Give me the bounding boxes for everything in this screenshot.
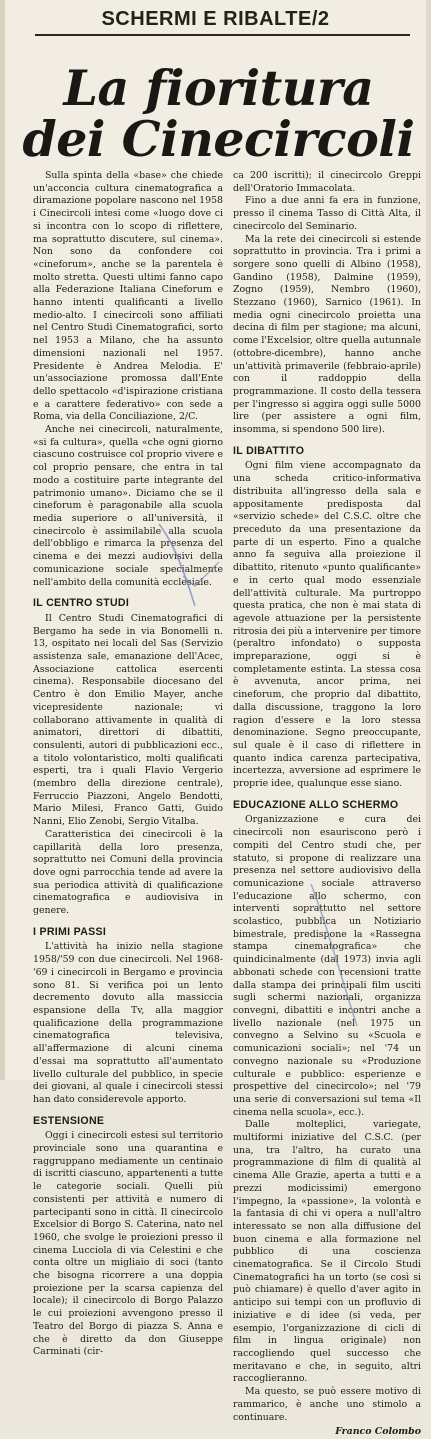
- scan-right-edge: [426, 0, 431, 1080]
- author-signature: Franco Colombo: [335, 1426, 421, 1438]
- subheading-estensione: ESTENSIONE: [33, 1114, 105, 1127]
- section-kicker: SCHERMI E RIBALTE/2: [101, 8, 330, 30]
- body-paragraph: ca 200 iscritti); il cinecircolo Greppi dell'Oratorio Immacolata.: [233, 170, 421, 194]
- body-paragraph: Organizzazione e cura dei cinecircoli non esauriscono però i compiti del Centro studi che, per statuto, si propone di realizzare una presenza nel settore audiovisivo della comunicazione sociale attraverso l'educazione allo schermo, con interventi soprattutto nel settore scolastico, pubblica un Notiziario bimestrale, predispone la «Rassegna stampa cinematografica» che quindicinalmente (dal 1973) invia agli abbonati schede con recensioni tratte dalla stampa dei principali film usciti sugli schermi nazionali, organizza convegni, dibattiti e incontri anche a livello nazionale (nel 1975 un convegno a Selvino su «Scuola e comunicazioni sociali»; nel '74 un convegno nazionale su «Produzione culturale e pubblico: esperienze e prospettive del cinecircolo»; nel '79 una serie di conversazioni sul tema «Il cinema nella scuola», ecc.).: [233, 814, 421, 1118]
- newspaper-clipping: [5, 0, 426, 1438]
- headline-line-1: La fioritura: [63, 59, 374, 117]
- subheading-centro-studi: IL CENTRO STUDI: [33, 597, 130, 610]
- body-paragraph: Caratteristica dei cinecircoli è la capillarità della loro presenza, soprattutto nei Comuni della provincia dove ogni parrocchia tende ad avere la sua periodica attività di qualificazione cinematografica e audiovisiva in genere.: [33, 828, 223, 917]
- body-paragraph: Ogni film viene accompagnato da una scheda critico-informativa distribuita all'ingresso della sala e appositamente predisposta dal «servizio schede» del C.S.C. oltre che preceduto da una presentazione da parte di un esperto. Fino a qualche anno fa seguiva alla proiezione il dibattito, ritenuto «punto qualificante» e in certo qual modo essenziale dell'attività culturale. Ma purtroppo questa pratica, che non è mai stata di agevole attuazione per la persistente ritrosia dei più a intervenire per timore (peraltro infondato) o supposta impreparazione, oggi si è completamente estinta. La stessa cosa è avvenuta, ancor prima, nei cineforum, che proprio dal dibattito, dalla discussione, traggono la loro ragion d'essere e la loro stessa denominazione. Segno preoccupante, sul quale è il caso di riflettere in quanto indica carenza partecipativa, incertezza, avversione ad esprimere le proprie idee, qualunque esse siano.: [233, 460, 421, 790]
- body-paragraph: Il Centro Studi Cinematografici di Bergamo ha sede in via Bonomelli n. 13, ospitato nei locali del Sas (Servizio assistenza sale, emanazione dell'Acec, Associazione cattolica esercenti cinema). Responsabile diocesano del Centro è don Emilio Mayer, anche vicepresidente nazionale; vi collaborano attivamente in qualità di animatori, direttori di dibattiti, consulenti, autori di pubblicazioni ecc., a titolo volontaristico, molti qualificati esperti, tra i quali Flavio Vergerio (membro della direzione centrale), Ferruccio Piazzoni, Angelo Bendotti, Mario Milesi, Franco Gatti, Guido Nanni, Elio Zenobi, Sergio Vitalba.: [33, 612, 223, 828]
- headline-line-2: dei Cinecircoli: [22, 110, 415, 168]
- body-paragraph: Ma la rete dei cinecircoli si estende soprattutto in provincia. Tra i primi a sorgere sono quelli di Albino (1958), Gandino (1958), Dalmine (1959), Zogno (1959), Nembro (1960), Stezzano (1960), Sarnico (1961). In media ogni cinecircolo proietta una decina di film per stagione; ma alcuni, come l'Excelsior, oltre quella autunnale (ottobre-dicembre), hanno anche un'attività primaverile (febbraio-aprile) con il raddoppio della programmazione. Il costo della tessera per l'ingresso si aggira oggi sulle 5000 lire (per assistere a ogni film, insomma, si spendono 500 lire).: [233, 233, 421, 436]
- subheading-primi-passi: I PRIMI PASSI: [33, 925, 107, 938]
- article-column-left: [33, 170, 224, 1358]
- body-paragraph: Dalle molteplici, variegate, multiformi iniziative del C.S.C. (per una, tra l'altro, ha curato una programmazione di film di qualità al cinema Alle Grazie, aperta a tutti e a prezzi modicissimi) emergono l'impegno, la «passione», la volontà e la fantasia di chi vi opera a null'altro interessato se non alla diffusione del buon cinema e alla formazione nel pubblico di una coscienza cinematografica. Se il Circolo Studi Cinematografici ha un torto (se così si può chiamare) è quello d'aver agito in anticipo sui tempi con un profluvio di iniziative e di idee (si veda, per esempio, l'organizzazione di cicli di film in lingua originale) non raccogliendo quel successo che meritavano e che, in seguito, altri raccoglieranno.: [233, 1119, 421, 1385]
- body-paragraph: Sulla spinta della «base» che chiede un'acconcia cultura cinematografica a diramazione popolare nascono nel 1958 i Cinecircoli intesi come «luogo dove ci si incontra con lo scopo di riflettere, ma soprattutto discutere, sul cinema». Non sono da confondere coi «cineforum», anche se la parentela è molto stretta. Questi ultimi fanno capo alla Federazione Italiana Cineforum e hanno intenti qualificanti a livello medio-alto. I cinecircoli sono affiliati nel Centro Studi Cinematografici, sorto nel 1953 a Milano, che ha assunto dimensioni nazionali nel 1957. Presidente è Andrea Melodia. E' un'associazione promossa dall'Ente dello spettacolo «d'ispirazione cristiana e a carattere federativo» con sede a Roma, via della Conciliazione, 2/C.: [33, 170, 224, 423]
- body-paragraph: Ma questo, se può essere motivo di rammarico, è anche uno stimolo a continuare.: [233, 1386, 421, 1423]
- body-paragraph: Oggi i cinecircoli estesi sul territorio provinciale sono una quarantina e raggruppano mediamente un centinaio di iscritti ciascuno, appartenenti a tutte le categorie sociali. Quelli più consistenti per attività e numero di partecipanti sono in città. Il cinecircolo Excelsior di Borgo S. Caterina, nato nel 1960, che svolge le proiezioni presso il cinema Lucciola di via Celestini e che conta oltre un migliaio di soci (tanto che bisogna ricorrere a una doppia proiezione per la scarsa capienza del locale); il cinecircolo di Borgo Palazzo le cui proiezioni avvengono presso il Teatro del Borgo di piazza S. Anna e che è diretto da don Giuseppe Carminati (cir-: [33, 1130, 223, 1358]
- subheading-dibattito: IL DIBATTITO: [233, 444, 305, 457]
- body-paragraph: Fino a due anni fa era in funzione, presso il cinema Tasso di Città Alta, il cinecircolo del Seminario.: [233, 195, 421, 232]
- subheading-educazione: EDUCAZIONE ALLO SCHERMO: [233, 798, 399, 811]
- kicker-rule: [35, 34, 410, 36]
- body-paragraph: L'attività ha inizio nella stagione 1958/'59 con due cinecircoli. Nel 1968-'69 i cinecircoli in Bergamo e provincia sono 81. Si verifica poi un lento decremento dovuto alla massiccia espansione della Tv, alla maggior qualificazione della programmazione cinematografica televisiva, all'affermazione di alcuni cinema d'essai ma soprattutto all'aumentato livello culturale del pubblico, in specie dei giovani, al quale i cinecircoli stessi han dato considerevole apporto.: [33, 941, 223, 1105]
- body-paragraph: Anche nei cinecircoli, naturalmente, «si fa cultura», quella «che ogni giorno ciascuno costruisce col proprio vivere e col proprio pensare, che entra in tal modo a costituire parte integrante del patrimonio umano». Diciamo che se il cineforum è paragonabile alla scuola media superiore o all'università, il cinecircolo è assimilabile alla scuola dell'obbligo e rimarca la presenza del cinema e dei mezzi audiovisivi della comunicazione sociale specialmente nell'ambito della comunità ecclesiale.: [33, 424, 223, 588]
- article-column-right: [233, 170, 421, 1438]
